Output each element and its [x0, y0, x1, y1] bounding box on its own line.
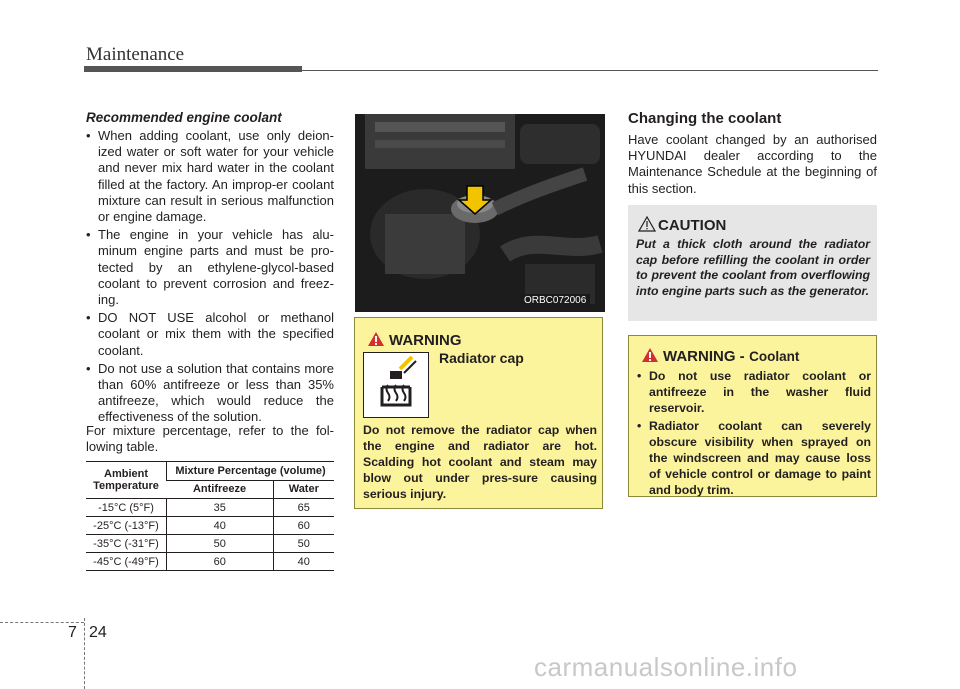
page-header-title: Maintenance: [86, 44, 185, 65]
caution-body: Put a thick cloth around the radiator cap before refilling the coolant in order to prevent the coolant from overflowing into engine parts such as the generator.: [636, 237, 870, 298]
table-row: [86, 499, 334, 517]
engine-bay-photo: [355, 114, 605, 312]
mixture-table: [86, 461, 334, 571]
page-number: 24: [89, 624, 107, 641]
warning-coolant-box: [628, 335, 877, 497]
table-cell-water: 50: [273, 535, 334, 553]
table-cell-water: 65: [273, 499, 334, 517]
table-cell-temp: -35°C (-31°F): [86, 535, 167, 553]
table-cell-temp: -45°C (-49°F): [86, 553, 167, 571]
table-row: [86, 535, 334, 553]
table-cell-water: 40: [273, 553, 334, 571]
warning-subtitle: Radiator cap: [439, 350, 524, 366]
warning2-subtitle: Coolant: [749, 349, 800, 364]
list-item: • When adding coolant, use only deion-ized water or soft water for your vehicle and never mix hard water in the coolant filled at the factory. An improp-er coolant mixture can result in serious malfunction or engine damage.: [86, 128, 334, 225]
table-row: [86, 553, 334, 571]
table-cell-antifreeze: 40: [167, 517, 274, 535]
footer-divider: [84, 618, 86, 689]
table-header-ambient: Ambient Temperature: [86, 462, 167, 499]
table-cell-temp: -25°C (-13°F): [86, 517, 167, 535]
header-bar: [84, 66, 302, 72]
section-heading-changing-coolant: Changing the coolant: [628, 110, 782, 127]
photo-caption: ORBC072006: [520, 294, 590, 307]
mixture-reference-text: For mixture percentage, refer to the fol-lowing table.: [86, 423, 334, 455]
watermark-text: carmanualsonline.info: [534, 652, 798, 682]
section-heading-recommended-coolant: Recommended engine coolant: [86, 110, 282, 125]
caution-title: CAUTION: [658, 217, 727, 234]
list-item: • DO NOT USE alcohol or methanol coolant or mix them with the specified coolant.: [86, 310, 334, 359]
table-cell-water: 60: [273, 517, 334, 535]
warning-body: Do not remove the radiator cap when the engine and radiator are hot. Scalding hot coolant and steam may blow out under pres-sure causing serious injury.: [363, 423, 597, 501]
table-cell-temp: -15°C (5°F): [86, 499, 167, 517]
list-item: • Do not use a solution that contains more than 60% antifreeze or less than 35% antifreeze, which would reduce the effectiveness of the solution.: [86, 361, 334, 426]
table-cell-antifreeze: 50: [167, 535, 274, 553]
list-item: • The engine in your vehicle has alu-minum engine parts and must be pro-tected by an ethylene-glycol-based coolant to prevent corrosion and freez-ing.: [86, 227, 334, 308]
coolant-bullet-list: [86, 128, 334, 428]
table-header-antifreeze: Antifreeze: [167, 480, 274, 499]
engine-photo-illustration: [355, 114, 605, 312]
table-cell-antifreeze: 60: [167, 553, 274, 571]
warning2-bullet-list: [637, 368, 871, 500]
warning2-title: WARNING -: [663, 348, 745, 365]
chapter-number: 7: [68, 624, 77, 641]
list-item: • Do not use radiator coolant or antifreeze in the washer fluid reservoir.: [637, 368, 871, 416]
warning-triangle-icon: [367, 331, 385, 347]
table-row: [86, 517, 334, 535]
caution-triangle-icon: [638, 216, 656, 232]
warning-triangle-icon: [641, 347, 659, 363]
header-rule: [300, 70, 878, 71]
table-header-water: Water: [273, 480, 334, 499]
caution-box: [628, 205, 877, 321]
footer-rule: [0, 622, 84, 623]
list-item: • Radiator coolant can severely obscure visibility when sprayed on the windscreen and may cause loss of vehicle control or damage to paint and body trim.: [637, 418, 871, 498]
table-cell-antifreeze: 35: [167, 499, 274, 517]
changing-coolant-text: Have coolant changed by an authorised HYUNDAI dealer according to the Maintenance Schedule at the beginning of this section.: [628, 132, 877, 196]
warning-radiator-cap-box: [354, 317, 603, 509]
hot-coolant-symbol-icon: [363, 352, 429, 418]
table-header-mixture: Mixture Percentage (volume): [167, 462, 335, 481]
warning-title: WARNING: [389, 332, 462, 349]
